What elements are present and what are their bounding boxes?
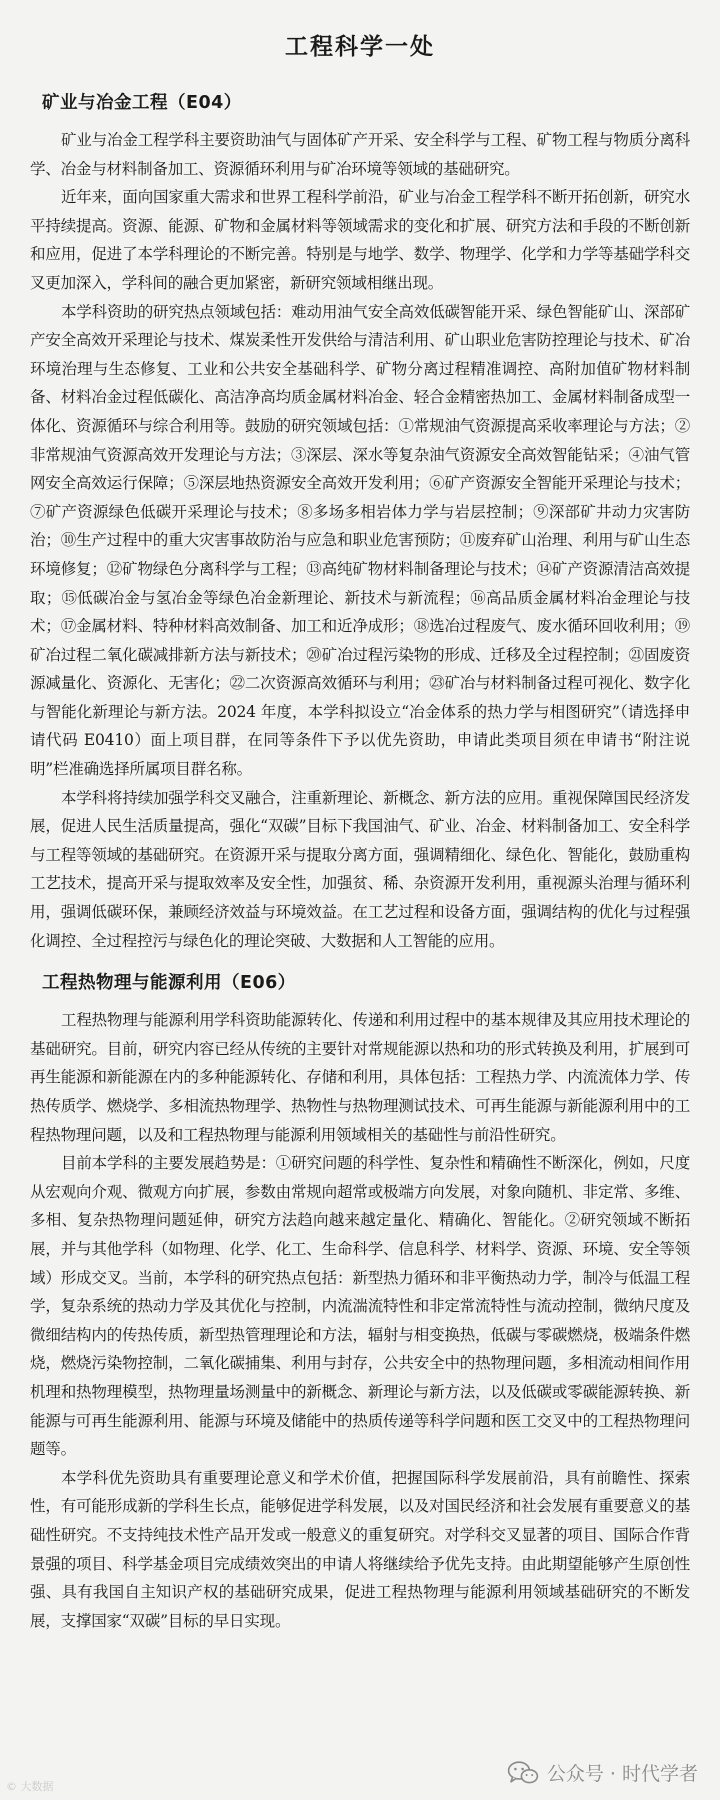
section-thermophysics-energy xyxy=(30,969,690,1635)
paragraph: 本学科优先资助具有重要理论意义和学术价值，把握国际科学发展前沿，具有前瞻性、探索性，有可能形成新的学科生长点，能够促进学科发展，以及对国民经济和社会发展有重要意义的基础性研究。不支持纯技术性产品开发或一般意义的重复研究。对学科交叉显著的项目、国际合作背景强的项目、科学基金项目完成绩效突出的申请人将继续给予优先支持。由此期望能够产生原创性强、具有我国自主知识产权的基础研究成果，促进工程热物理与能源利用领域基础研究的不断发展，支撑国家“双碳”目标的早日实现。 xyxy=(30,1468,690,1630)
section-heading: 工程热物理与能源利用（E06） xyxy=(42,973,296,994)
page-title: 工程科学一处 xyxy=(285,34,435,60)
paragraph: 目前本学科的主要发展趋势是：①研究问题的科学性、复杂性和精确性不断深化，例如，尺度从宏观向介观、微观方向扩展，参数由常规向超常或极端方向发展，对象向随机、非定常、多维、多相、复杂热物理问题延伸，研究方法趋向越来越定量化、精确化、智能化。②研究领域不断拓展，并与其他学科（如物理、化学、化工、生命科学、信息科学、材料学、资源、环境、安全等领域）形成交叉。当前，本学科的研究热点包括：新型热力循环和非平衡热动力学，制冷与低温工程学，复杂系统的热动力学及其优化与控制，内流湍流特性和非定常流特性与流动控制，微纳尺度及微细结构内的传热传质，新型热管理理论和方法，辐射与相变换热，低碳与零碳燃烧，极端条件燃烧，燃烧污染物控制，二氧化碳捕集、利用与封存，公共安全中的热物理问题，多相流动相间作用机理和热物理模型，热物理量场测量中的新概念、新理论与新方法，以及低碳或零碳能源转换、新能源与可再生能源利用、能源与环境及储能中的热质传递等科学问题和医工交叉中的工程热物理问题等。 xyxy=(30,1154,690,1459)
paragraph: 本学科将持续加强学科交叉融合，注重新理论、新概念、新方法的应用。重视保障国民经济发展，促进人民生活质量提高，强化“双碳”目标下我国油气、矿业、冶金、材料制备加工、安全科学与工程等领域的基础研究。在资源开采与提取分离方面，强调精细化、绿色化、智能化，鼓励重构工艺技术，提高开采与提取效率及安全性，加强贫、稀、杂资源开发利用，重视源头治理与循环利用，强调低碳环保，兼顾经济效益与环境效益。在工艺过程和设备方面，强调结构的优化与过程强化调控、全过程控污与绿色化的理论突破、大数据和人工智能的应用。 xyxy=(30,788,690,950)
section-mining-metallurgy xyxy=(30,89,690,955)
paragraph: 矿业与冶金工程学科主要资助油气与固体矿产开采、安全科学与工程、矿物工程与物质分离科学、冶金与材料制备加工、资源循环利用与矿冶环境等领域的基础研究。 xyxy=(30,131,690,178)
paragraph: 本学科资助的研究热点领域包括：难动用油气安全高效低碳智能开采、绿色智能矿山、深部矿产安全高效开采理论与技术、煤炭柔性开发供给与清洁利用、矿山职业危害防控理论与技术、矿冶环境治理与生态修复、工业和公共安全基础科学、矿物分离过程精准调控、高附加值矿物材料制备、材料冶金过程低碳化、高洁净高均质金属材料冶金、轻合金精密热加工、金属材料制备成型一体化、资源循环与综合利用等。鼓励的研究领域包括：①常规油气资源提高采收率理论与方法；②非常规油气资源高效开发理论与方法；③深层、深水等复杂油气资源安全高效智能钻采；④油气管网安全高效运行保障；⑤深层地热资源安全高效开发利用；⑥矿产资源安全智能开采理论与技术；⑦矿产资源绿色低碳开采理论与技术；⑧多场多相岩体力学与岩层控制；⑨深部矿井动力灾害防治；⑩生产过程中的重大灾害事故防治与应急和职业危害预防；⑪废弃矿山治理、利用与矿山生态环境修复；⑫矿物绿色分离科学与工程；⑬高纯矿物材料制备理论与技术；⑭矿产资源清洁高效提取；⑮低碳冶金与氢冶金等绿色冶金新理论、新技术与新流程；⑯高品质金属材料冶金理论与技术；⑰金属材料、特种材料高效制备、加工和近净成形；⑱选冶过程废气、废水循环回收利用；⑲矿冶过程二氧化碳减排新方法与新技术；⑳矿冶过程污染物的形成、迁移及全过程控制；㉑固废资源减量化、资源化、无害化；㉒二次资源高效循环与利用；㉓矿冶与材料制备过程可视化、数字化与智能化新理论与新方法。2024 年度，本学科拟设立“冶金体系的热力学与相图研究”（请选择申请代码 E0410）面上项目群，在同等条件下予以优先资助，申请此类项目须在申请书“附注说明”栏准确选择所属项目群名称。 xyxy=(30,302,690,779)
section-heading: 矿业与冶金工程（E04） xyxy=(42,93,242,113)
corner-watermark: © 大数据 xyxy=(6,1780,54,1793)
source-watermark xyxy=(507,1759,698,1786)
paragraph: 近年来，面向国家重大需求和世界工程科学前沿，矿业与冶金工程学科不断开拓创新，研究水平持续提高。资源、能源、矿物和金属材料等领域需求的变化和扩展、研究方法和手段的不断创新和应用，促进了本学科理论的不断完善。特别是与地学、数学、物理学、化学和力学等基础学科交叉更加深入，学科间的融合更加紧密，新研究领域相继出现。 xyxy=(30,188,690,292)
source-watermark-text: 公众号 · 时代学者 xyxy=(546,1763,698,1785)
paragraph: 工程热物理与能源利用学科资助能源转化、传递和利用过程中的基本规律及其应用技术理论的基础研究。目前，研究内容已经从传统的主要针对常规能源以热和功的形式转换及利用，扩展到可再生能源和新能源在内的多种能源转化、存储和利用，具体包括：工程热力学、内流流体力学、传热传质学、燃烧学、多相流热物理学、热物性与热物理测试技术、可再生能源与新能源利用中的工程热物理问题，以及和工程热物理与能源利用领域相关的基础性与前沿性研究。 xyxy=(30,1011,690,1144)
wechat-icon xyxy=(507,1760,539,1786)
